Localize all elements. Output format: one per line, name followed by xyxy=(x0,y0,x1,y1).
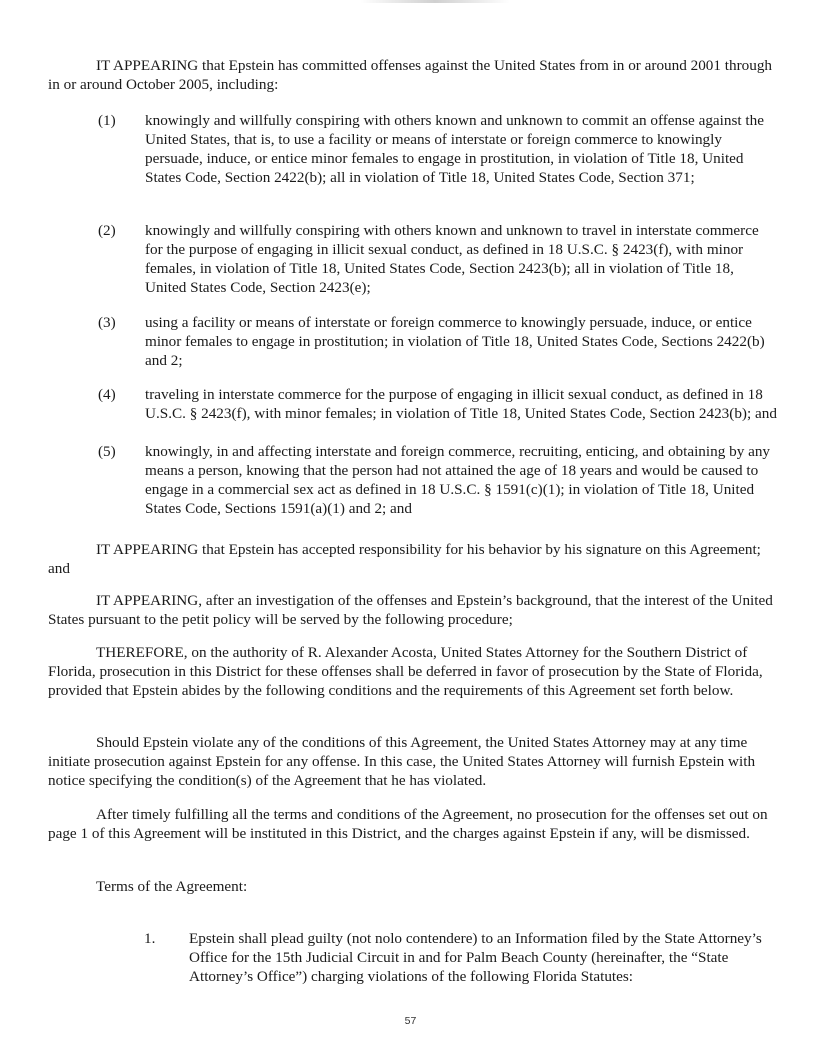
intro-paragraph: IT APPEARING that Epstein has committed offenses against the United States from in or around 2001 through in or around October 2005, including: xyxy=(48,57,773,93)
offense-number: (4) xyxy=(98,386,116,403)
fulfillment-paragraph: After timely fulfilling all the terms and conditions of the Agreement, no prosecution for the offenses set out on page 1 of this Agreement will be instituted in this District, and the charges against Epstein if any, will be dismissed. xyxy=(48,806,768,842)
page-number: 57 xyxy=(404,1015,417,1027)
offense-number: (1) xyxy=(98,112,116,129)
offense-item-4 xyxy=(98,385,778,423)
offense-number: (5) xyxy=(98,443,116,460)
term-item-1 xyxy=(144,929,780,986)
offense-item-2 xyxy=(98,221,778,297)
terms-heading: Terms of the Agreement: xyxy=(96,878,248,895)
term-number: 1. xyxy=(144,930,156,947)
term-text: Epstein shall plead guilty (not nolo contendere) to an Information filed by the State Attorney’s Office for the 15th Judicial Circuit in and for Palm Beach County (hereinafter, the “State Attorney’s Office”) charging violations of the following Florida Statutes: xyxy=(189,930,762,985)
offense-text: knowingly and willfully conspiring with others known and unknown to commit an offense against the United States, that is, to use a facility or means of interstate or foreign commerce to knowingly persuade, induce, or entice minor females to engage in prostitution, in violation of Title 18, United States Code, Section 2422(b); all in violation of Title 18, United States Code, Section 371; xyxy=(145,112,764,186)
investigation-paragraph: IT APPEARING, after an investigation of the offenses and Epstein’s background, that the interest of the United States pursuant to the petit policy will be served by the following procedure; xyxy=(48,592,773,628)
offense-text: traveling in interstate commerce for the purpose of engaging in illicit sexual conduct, as defined in 18 U.S.C. § 2423(f), with minor females; in violation of Title 18, United States Code, Section 2423(b); and xyxy=(145,386,777,422)
offense-number: (2) xyxy=(98,222,116,239)
offense-number: (3) xyxy=(98,314,116,331)
offense-text: using a facility or means of interstate or foreign commerce to knowingly persuade, induce, or entice minor females to engage in prostitution; in violation of Title 18, United States Code, Sections 2422(b) and 2; xyxy=(145,314,765,369)
scan-artifact xyxy=(360,0,510,3)
offense-item-1 xyxy=(98,111,778,187)
responsibility-paragraph: IT APPEARING that Epstein has accepted responsibility for his behavior by his signature on this Agreement; and xyxy=(48,541,761,577)
violation-paragraph: Should Epstein violate any of the conditions of this Agreement, the United States Attorney may at any time initiate prosecution against Epstein for any offense. In this case, the United States Attorney will furnish Epstein with notice specifying the condition(s) of the Agreement that he has violated. xyxy=(48,734,756,789)
therefore-paragraph: THEREFORE, on the authority of R. Alexander Acosta, United States Attorney for the Southern District of Florida, prosecution in this District for these offenses shall be deferred in favor of prosecution by the State of Florida, provided that Epstein abides by the following conditions and the requirements of this Agreement set forth below. xyxy=(48,644,763,699)
offense-text: knowingly and willfully conspiring with others known and unknown to travel in interstate commerce for the purpose of engaging in illicit sexual conduct, as defined in 18 U.S.C. § 2423(f), with minor females, in violation of Title 18, United States Code, Section 2423(b); all in violation of Title 18, United States Code, Section 2423(e); xyxy=(145,222,759,296)
offense-item-5 xyxy=(98,442,778,518)
offense-item-3 xyxy=(98,313,778,370)
offense-text: knowingly, in and affecting interstate and foreign commerce, recruiting, enticing, and obtaining by any means a person, knowing that the person had not attained the age of 18 years and would be caused to engage in a commercial sex act as defined in 18 U.S.C. § 1591(c)(1); in violation of Title 18, United States Code, Sections 1591(a)(1) and 2; and xyxy=(145,443,771,517)
